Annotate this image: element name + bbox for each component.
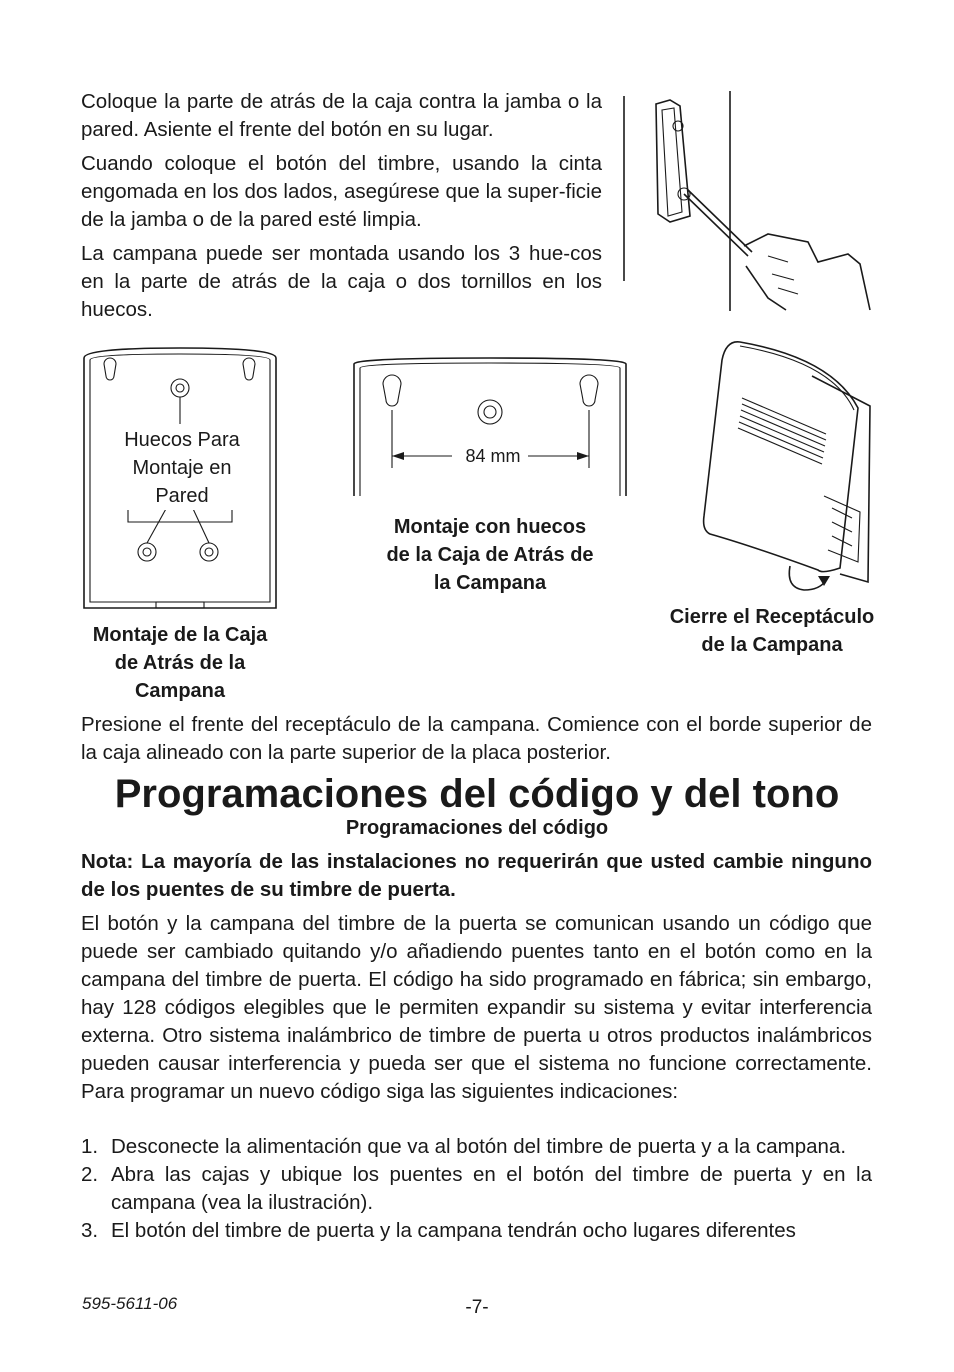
step-item bbox=[81, 1133, 872, 1161]
step-number: 1. bbox=[81, 1135, 99, 1158]
step-item bbox=[81, 1161, 872, 1217]
figure-2-caption: Montaje con huecos de la Caja de Atrás de la Campana bbox=[386, 516, 594, 594]
figure-3-caption: Cierre el Receptáculo de la Campana bbox=[669, 606, 875, 656]
close-chime-illustration bbox=[692, 336, 876, 600]
intro-paragraph-1: Coloque la parte de atrás de la caja contra la jamba o la pared. Asiente el frente del botón en su lugar. bbox=[81, 90, 602, 141]
intro-paragraph-3: La campana puede ser montada usando los 3 hue-cos en la parte de atrás de la caja o dos tornillos en los huecos. bbox=[81, 242, 602, 321]
wall-holes-label: Huecos Para Montaje en Pared bbox=[104, 426, 260, 510]
step-number: 2. bbox=[81, 1163, 99, 1186]
section-title: Programaciones del código y del tono bbox=[114, 772, 840, 816]
press-front-paragraph: Presione el frente del receptáculo de la campana. Comience con el borde superior de la caja alineado con la parte superior de la placa posterior. bbox=[81, 713, 872, 764]
step-text: El botón del timbre de puerta y la campana tendrán ocho lugares diferentes bbox=[111, 1219, 796, 1242]
note-paragraph: Nota: La mayoría de las instalaciones no requerirán que usted cambie ninguno de los puentes de su timbre de puerta. bbox=[81, 850, 872, 901]
step-text: Desconecte la alimentación que va al botón del timbre de puerta y a la campana. bbox=[111, 1135, 847, 1158]
steps-list bbox=[81, 1133, 872, 1245]
step-text: Abra las cajas y ubique los puentes en el botón del timbre de puerta y en la campana (vea la ilustración). bbox=[111, 1163, 872, 1214]
intro-paragraph-2: Cuando coloque el botón del timbre, usando la cinta engomada en los dos lados, asegúrese que la super-ficie de la jamba o de la pared esté limpia. bbox=[81, 152, 602, 231]
section-subtitle: Programaciones del código bbox=[345, 817, 609, 839]
keyhole-mount-diagram bbox=[352, 356, 628, 500]
figure-1-caption: Montaje de la Caja de Atrás de la Campana bbox=[92, 624, 268, 702]
document-number: 595-5611-06 bbox=[82, 1294, 178, 1313]
page-number: -7- bbox=[465, 1297, 489, 1318]
dimension-label: 84 mm bbox=[465, 446, 521, 466]
step-item bbox=[81, 1217, 872, 1245]
button-mounting-illustration bbox=[618, 86, 878, 314]
step-number: 3. bbox=[81, 1219, 99, 1242]
body-paragraph: El botón y la campana del timbre de la puerta se comunican usando un código que puede ser cambiado quitando y/o añadiendo puentes tanto en el botón como en la campana del timbre de puerta. El código ha sido programado en fábrica; sin embargo, hay 128 códigos elegibles que le permiten expandir su sistema y evitar interferencia externa. Otro sistema inalámbrico de timbre de puerta u otros productos inalámbricos pueden causar interferencia y pueda ser que el sistema no funcione correctamente. Para programar un nuevo código siga las siguientes indicaciones: bbox=[81, 912, 872, 1103]
intro-text bbox=[81, 88, 602, 324]
